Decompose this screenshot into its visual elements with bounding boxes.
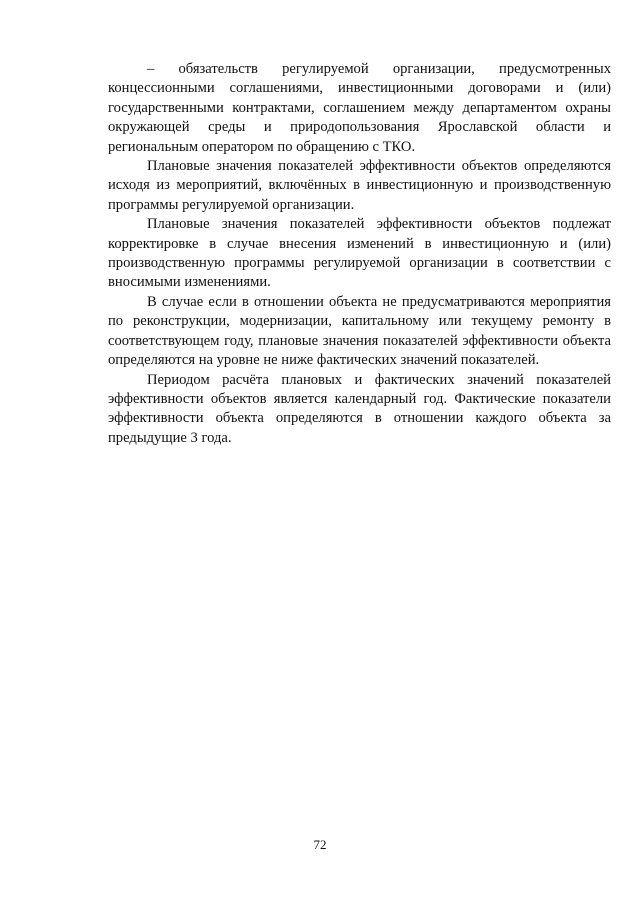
- paragraph-adjustment: Плановые значения показателей эффективности объектов подлежат корректировке в случае внесения изменений в инвестиционную и (или) производственную программы регулируемой организации в соответствии с вносимыми изменениями.: [108, 216, 611, 291]
- paragraph-planned-values: Плановые значения показателей эффективности объектов определяются исходя из мероприятий, включённых в инвестиционную и производственную программы регулируемой организации.: [108, 158, 611, 213]
- paragraph-no-measures: В случае если в отношении объекта не предусматриваются мероприятия по реконструкции, модернизации, капитальному или текущему ремонту в соответствующем году, плановые значения показателей эффективности объекта определяются на уровне не ниже фактических значений показателей.: [108, 293, 611, 369]
- paragraph-calculation-period: Периодом расчёта плановых и фактических значений показателей эффективности объектов является календарный год. Фактические показатели эффективности объекта определяются в отношении каждого объекта за предыдущие 3 года.: [108, 371, 611, 446]
- document-body: [108, 60, 611, 448]
- paragraph-obligations: – обязательств регулируемой организации, предусмотренных концессионными соглашениями, инвестиционными договорами и (или) государственными контрактами, соглашением между департаментом охраны окружающей среды и природопользования Ярославской области и региональным оператором по обращению с ТКО.: [108, 61, 611, 155]
- page-number: 72: [313, 837, 327, 852]
